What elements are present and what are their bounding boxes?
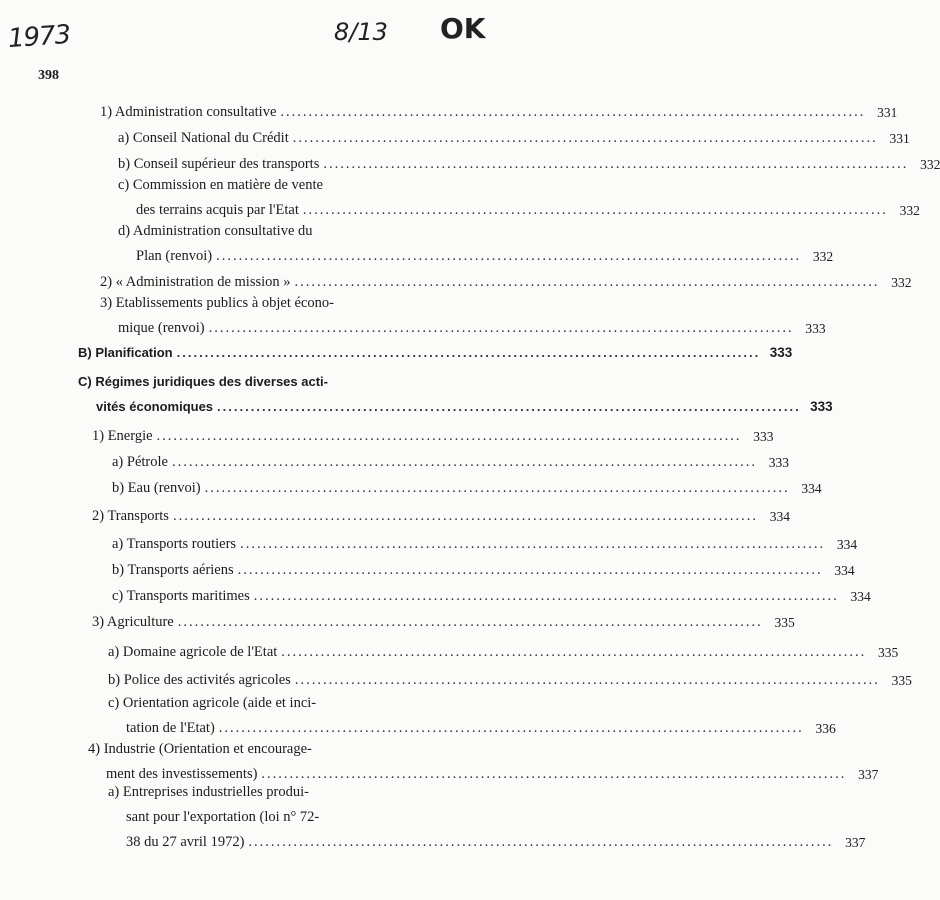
page-number: 398 (38, 68, 59, 83)
toc-entry-text: a) Entreprises industrielles produi- (108, 784, 309, 800)
handwritten-reference: 8/13 (334, 18, 388, 46)
toc-entry-title (78, 343, 793, 362)
toc-entry-text: 2) Transports (92, 508, 169, 524)
toc-page-number: 331 (877, 105, 898, 120)
handwritten-ok-mark: OK (440, 12, 486, 45)
toc-entry-text: tation de l'Etat) (126, 720, 215, 736)
toc-page-number: 334 (834, 563, 855, 578)
toc-entry (78, 343, 793, 362)
toc-entry-title (100, 103, 898, 122)
toc-entry-title (108, 694, 836, 738)
toc-entry-title (118, 155, 940, 174)
toc-page-number: 333 (753, 429, 774, 444)
toc-entry-text: a) Conseil National du Crédit (118, 130, 289, 146)
dot-leader: ........................................................................................................ (218, 720, 804, 736)
toc-entry (112, 479, 822, 498)
toc-entry-text: a) Pétrole (112, 454, 168, 470)
toc-entry-text: B) Planification (78, 345, 173, 360)
toc-page-number: 335 (891, 673, 912, 688)
toc-entry-title (118, 222, 834, 266)
toc-entry (100, 294, 826, 338)
toc-entry-text: vités économiques (96, 399, 214, 414)
toc-entry-text: 3) Agriculture (92, 614, 174, 630)
toc-entry-text: c) Commission en matière de vente (118, 177, 323, 193)
toc-entry (92, 613, 795, 632)
toc-page-number: 334 (850, 589, 871, 604)
toc-entry-text: 1) Administration consultative (100, 104, 277, 120)
toc-entry-title (112, 587, 871, 606)
dot-leader: ........................................................................................................ (253, 588, 839, 604)
toc-entry-title (112, 561, 855, 580)
toc-entry-title (118, 129, 910, 148)
toc-page-number: 332 (920, 157, 940, 172)
dot-leader: ........................................................................................................ (177, 614, 763, 630)
dot-leader: ........................................................................................................ (217, 399, 801, 414)
toc-entry (92, 507, 790, 526)
toc-entry-text: b) Police des activités agricoles (108, 672, 291, 688)
toc-entry-title (112, 453, 789, 472)
toc-entry-text: a) Domaine agricole de l'Etat (108, 644, 278, 660)
toc-page-number: 331 (889, 131, 910, 146)
dot-leader: ........................................................................................................ (302, 202, 888, 218)
dot-leader: ........................................................................................................ (294, 274, 880, 290)
toc-entry-title (108, 783, 866, 852)
toc-page-number: 334 (769, 509, 790, 524)
toc-entry-text: b) Transports aériens (112, 562, 234, 578)
toc-entry (118, 155, 940, 174)
toc-page-number: 337 (858, 767, 879, 782)
dot-leader: ........................................................................................................ (204, 480, 790, 496)
toc-entry-title (100, 273, 912, 292)
handwritten-year: 1973 (7, 19, 72, 55)
toc-entry (88, 740, 879, 784)
dot-leader: ........................................................................................................ (261, 766, 847, 782)
toc-entry (112, 535, 858, 554)
toc-entry (118, 176, 920, 220)
dot-leader: ........................................................................................................ (280, 104, 866, 120)
toc-entry-title (92, 507, 790, 526)
toc-page-number: 332 (812, 249, 834, 264)
toc-entry-title (108, 643, 899, 662)
toc-page-number: 333 (805, 321, 826, 336)
dot-leader: ........................................................................................................ (216, 248, 802, 264)
toc-page-number: 337 (845, 835, 866, 850)
toc-entry-text: c) Orientation agricole (aide et inci- (108, 695, 317, 711)
toc-page-number: 334 (801, 481, 822, 496)
toc-page-number: 333 (810, 399, 833, 414)
toc-entry (108, 643, 899, 662)
toc-entry (118, 222, 834, 266)
toc-entry (112, 561, 855, 580)
toc-entry-text: des terrains acquis par l'Etat (136, 202, 299, 218)
toc-entry (92, 427, 774, 446)
toc-entry-text: 1) Energie (92, 428, 153, 444)
toc-entry (100, 103, 898, 122)
toc-entry-text: mique (renvoi) (118, 320, 205, 336)
dot-leader: ........................................................................................................ (323, 156, 909, 172)
toc-entry-text: 2) « Administration de mission » (100, 274, 291, 290)
dot-leader: ........................................................................................................ (171, 454, 757, 470)
toc-entry-text: ment des investissements) (106, 766, 258, 782)
toc-entry-text: c) Transports maritimes (112, 588, 250, 604)
toc-entry-title (88, 740, 879, 784)
dot-leader: ........................................................................................................ (172, 508, 758, 524)
dot-leader: ........................................................................................................ (208, 320, 794, 336)
dot-leader: ........................................................................................................ (248, 834, 834, 850)
toc-entry (100, 273, 912, 292)
toc-entry-text: d) Administration consultative du (118, 223, 313, 239)
toc-entry-title (92, 427, 774, 446)
toc-entry-title (92, 613, 795, 632)
toc-entry-text: b) Eau (renvoi) (112, 480, 201, 496)
dot-leader: ........................................................................................................ (294, 672, 880, 688)
toc-entry-text: Plan (renvoi) (136, 248, 213, 264)
toc-page-number: 335 (774, 615, 795, 630)
toc-entry-text: sant pour l'exportation (loi n° 72- (126, 809, 320, 825)
toc-entry-title (112, 535, 858, 554)
dot-leader: ........................................................................................................ (292, 130, 878, 146)
toc-entry (118, 129, 910, 148)
toc-entry-title (108, 671, 912, 690)
toc-entry (78, 372, 833, 416)
toc-entry-title (112, 479, 822, 498)
toc-page-number: 332 (899, 203, 920, 218)
toc-entry-title (118, 176, 920, 220)
toc-entry-title (100, 294, 826, 338)
toc-entry-text: C) Régimes juridiques des diverses acti- (78, 374, 328, 389)
dot-leader: ........................................................................................................ (240, 536, 826, 552)
toc-entry-text: b) Conseil supérieur des transports (118, 156, 320, 172)
dot-leader: ........................................................................................................ (156, 428, 742, 444)
toc-entry (108, 783, 866, 852)
toc-page-number: 332 (891, 275, 912, 290)
dot-leader: ........................................................................................................ (237, 562, 823, 578)
toc-entry-text: 3) Etablissements publics à objet écono- (100, 295, 334, 311)
toc-entry (108, 671, 912, 690)
toc-page-number: 336 (815, 721, 836, 736)
toc-entry-text: 4) Industrie (Orientation et encourage- (88, 741, 312, 757)
toc-page-number: 333 (768, 455, 789, 470)
toc-page-number: 333 (769, 345, 793, 360)
toc-page-number: 334 (836, 537, 858, 552)
toc-entry (108, 694, 836, 738)
toc-entry-text: 38 du 27 avril 1972) (126, 834, 245, 850)
toc-page-number: 335 (878, 645, 899, 660)
toc-entry (112, 453, 789, 472)
toc-entry-text: a) Transports routiers (112, 536, 237, 552)
toc-entry (112, 587, 871, 606)
toc-entry-title (78, 372, 833, 416)
dot-leader: ........................................................................................................ (281, 644, 867, 660)
dot-leader: ........................................................................................................ (176, 345, 761, 360)
